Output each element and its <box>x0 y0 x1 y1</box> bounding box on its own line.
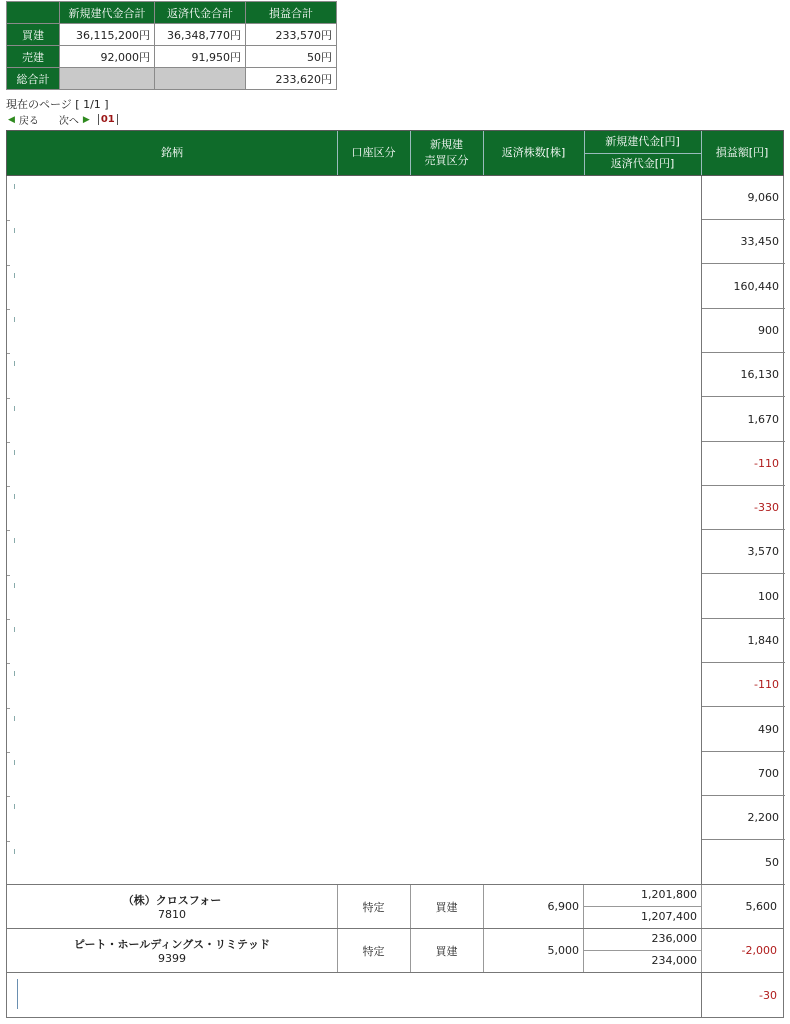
pl-value: -110 <box>702 663 785 707</box>
table-row <box>6 884 784 929</box>
row-mark <box>14 494 15 499</box>
row-separator <box>7 575 10 576</box>
results-table-body <box>6 176 784 885</box>
amount-cell <box>584 929 702 972</box>
row-separator <box>7 398 10 399</box>
pl-value: 50 <box>702 841 785 885</box>
row-separator <box>7 619 10 620</box>
pl-value: 9,060 <box>702 176 785 220</box>
summary-row-label: 買建 <box>7 24 60 46</box>
pl-cell: -30 <box>701 973 783 1017</box>
row-separator <box>7 663 10 664</box>
page-number-link[interactable]: 01 <box>98 114 118 125</box>
stock-code: 7810 <box>158 908 186 921</box>
header-side-line2: 売買区分 <box>424 154 469 167</box>
header-name: 銘柄 <box>7 131 338 175</box>
summary-total-pl: 233,620円 <box>246 68 337 90</box>
row-mark <box>14 583 15 588</box>
pl-value: 1,840 <box>702 619 785 663</box>
summary-total-return <box>155 68 246 90</box>
table-row <box>6 928 784 973</box>
summary-header-pl: 損益合計 <box>246 2 337 24</box>
row-separator <box>7 353 10 354</box>
row-separator <box>7 708 10 709</box>
row-separator <box>7 265 10 266</box>
summary-buy-new: 36,115,200円 <box>60 24 155 46</box>
summary-row-label: 売建 <box>7 46 60 68</box>
pl-value: 160,440 <box>702 265 785 309</box>
stock-name-cell <box>7 885 338 928</box>
new-amount: 1,201,800 <box>641 888 697 901</box>
pl-value: 3,570 <box>702 530 785 574</box>
pl-value: 33,450 <box>702 220 785 264</box>
amount-divider <box>584 950 701 951</box>
summary-header-new: 新規建代金合計 <box>60 2 155 24</box>
next-link[interactable]: 次へ <box>58 116 79 127</box>
pl-value: 100 <box>702 575 785 619</box>
return-amount: 1,207,400 <box>641 910 697 923</box>
row-separator <box>7 796 10 797</box>
pl-value: -330 <box>702 486 785 530</box>
header-return-amount: 返済代金[円] <box>584 153 702 175</box>
summary-table <box>6 1 337 90</box>
summary-row-label: 総合計 <box>7 68 60 90</box>
stock-name-cell <box>7 929 338 972</box>
summary-buy-return: 36,348,770円 <box>155 24 246 46</box>
pl-value: 490 <box>702 708 785 752</box>
row-mark <box>14 716 15 721</box>
row-mark <box>14 671 15 676</box>
amount-cell <box>584 885 702 928</box>
summary-corner <box>7 2 60 24</box>
pl-cell: -2,000 <box>741 944 777 957</box>
row-mark <box>17 979 18 1009</box>
row-mark <box>14 804 15 809</box>
pl-value: 700 <box>702 752 785 796</box>
pl-value: 16,130 <box>702 353 785 397</box>
header-pl: 損益額[円] <box>715 146 769 159</box>
row-mark <box>14 538 15 543</box>
qty-cell: 5,000 <box>483 929 584 972</box>
pl-value: 2,200 <box>702 796 785 840</box>
table-row <box>6 972 784 1018</box>
summary-sell-new: 92,000円 <box>60 46 155 68</box>
header-side <box>410 131 484 175</box>
results-table-header <box>6 130 784 176</box>
account-cell: 特定 <box>337 929 411 972</box>
pl-value: -110 <box>702 442 785 486</box>
row-separator <box>7 486 10 487</box>
row-mark <box>14 849 15 854</box>
pl-value: 900 <box>702 309 785 353</box>
back-link[interactable]: 戻る <box>18 116 39 127</box>
header-account: 口座区分 <box>337 131 411 175</box>
new-amount: 236,000 <box>651 932 697 945</box>
row-mark <box>14 406 15 411</box>
amount-divider <box>584 906 701 907</box>
pl-value: 1,670 <box>702 398 785 442</box>
side-cell: 買建 <box>410 885 484 928</box>
row-separator <box>7 752 10 753</box>
row-mark <box>14 184 15 189</box>
summary-buy-pl: 233,570円 <box>246 24 337 46</box>
row-mark <box>14 317 15 322</box>
triangle-left-icon: ◀ <box>8 114 15 125</box>
pager <box>8 112 118 127</box>
row-separator <box>7 309 10 310</box>
summary-sell-return: 91,950円 <box>155 46 246 68</box>
row-mark <box>14 760 15 765</box>
summary-sell-pl: 50円 <box>246 46 337 68</box>
row-mark <box>14 273 15 278</box>
stock-name[interactable]: ピート・ホールディングス・リミテッド <box>73 938 271 951</box>
row-separator <box>7 442 10 443</box>
return-amount: 234,000 <box>651 954 697 967</box>
account-cell: 特定 <box>337 885 411 928</box>
header-side-line1: 新規建 <box>430 138 463 151</box>
header-qty: 返済株数[株] <box>483 131 585 175</box>
row-separator <box>7 841 10 842</box>
triangle-right-icon: ▶ <box>82 114 90 125</box>
side-cell: 買建 <box>410 929 484 972</box>
header-new-amount: 新規建代金[円] <box>584 131 702 154</box>
row-mark <box>14 627 15 632</box>
row-separator <box>7 530 10 531</box>
row-mark <box>14 361 15 366</box>
stock-code: 9399 <box>158 952 186 965</box>
pl-cell: 5,600 <box>745 900 777 913</box>
stock-name[interactable]: （株）クロスフォー <box>122 894 222 907</box>
qty-cell: 6,900 <box>483 885 584 928</box>
summary-header-return: 返済代金合計 <box>155 2 246 24</box>
row-mark <box>14 450 15 455</box>
summary-total-new <box>60 68 155 90</box>
pl-column <box>701 176 785 885</box>
row-separator <box>7 220 10 221</box>
current-page-info: 現在のページ [ 1/1 ] <box>6 98 109 111</box>
row-mark <box>14 228 15 233</box>
